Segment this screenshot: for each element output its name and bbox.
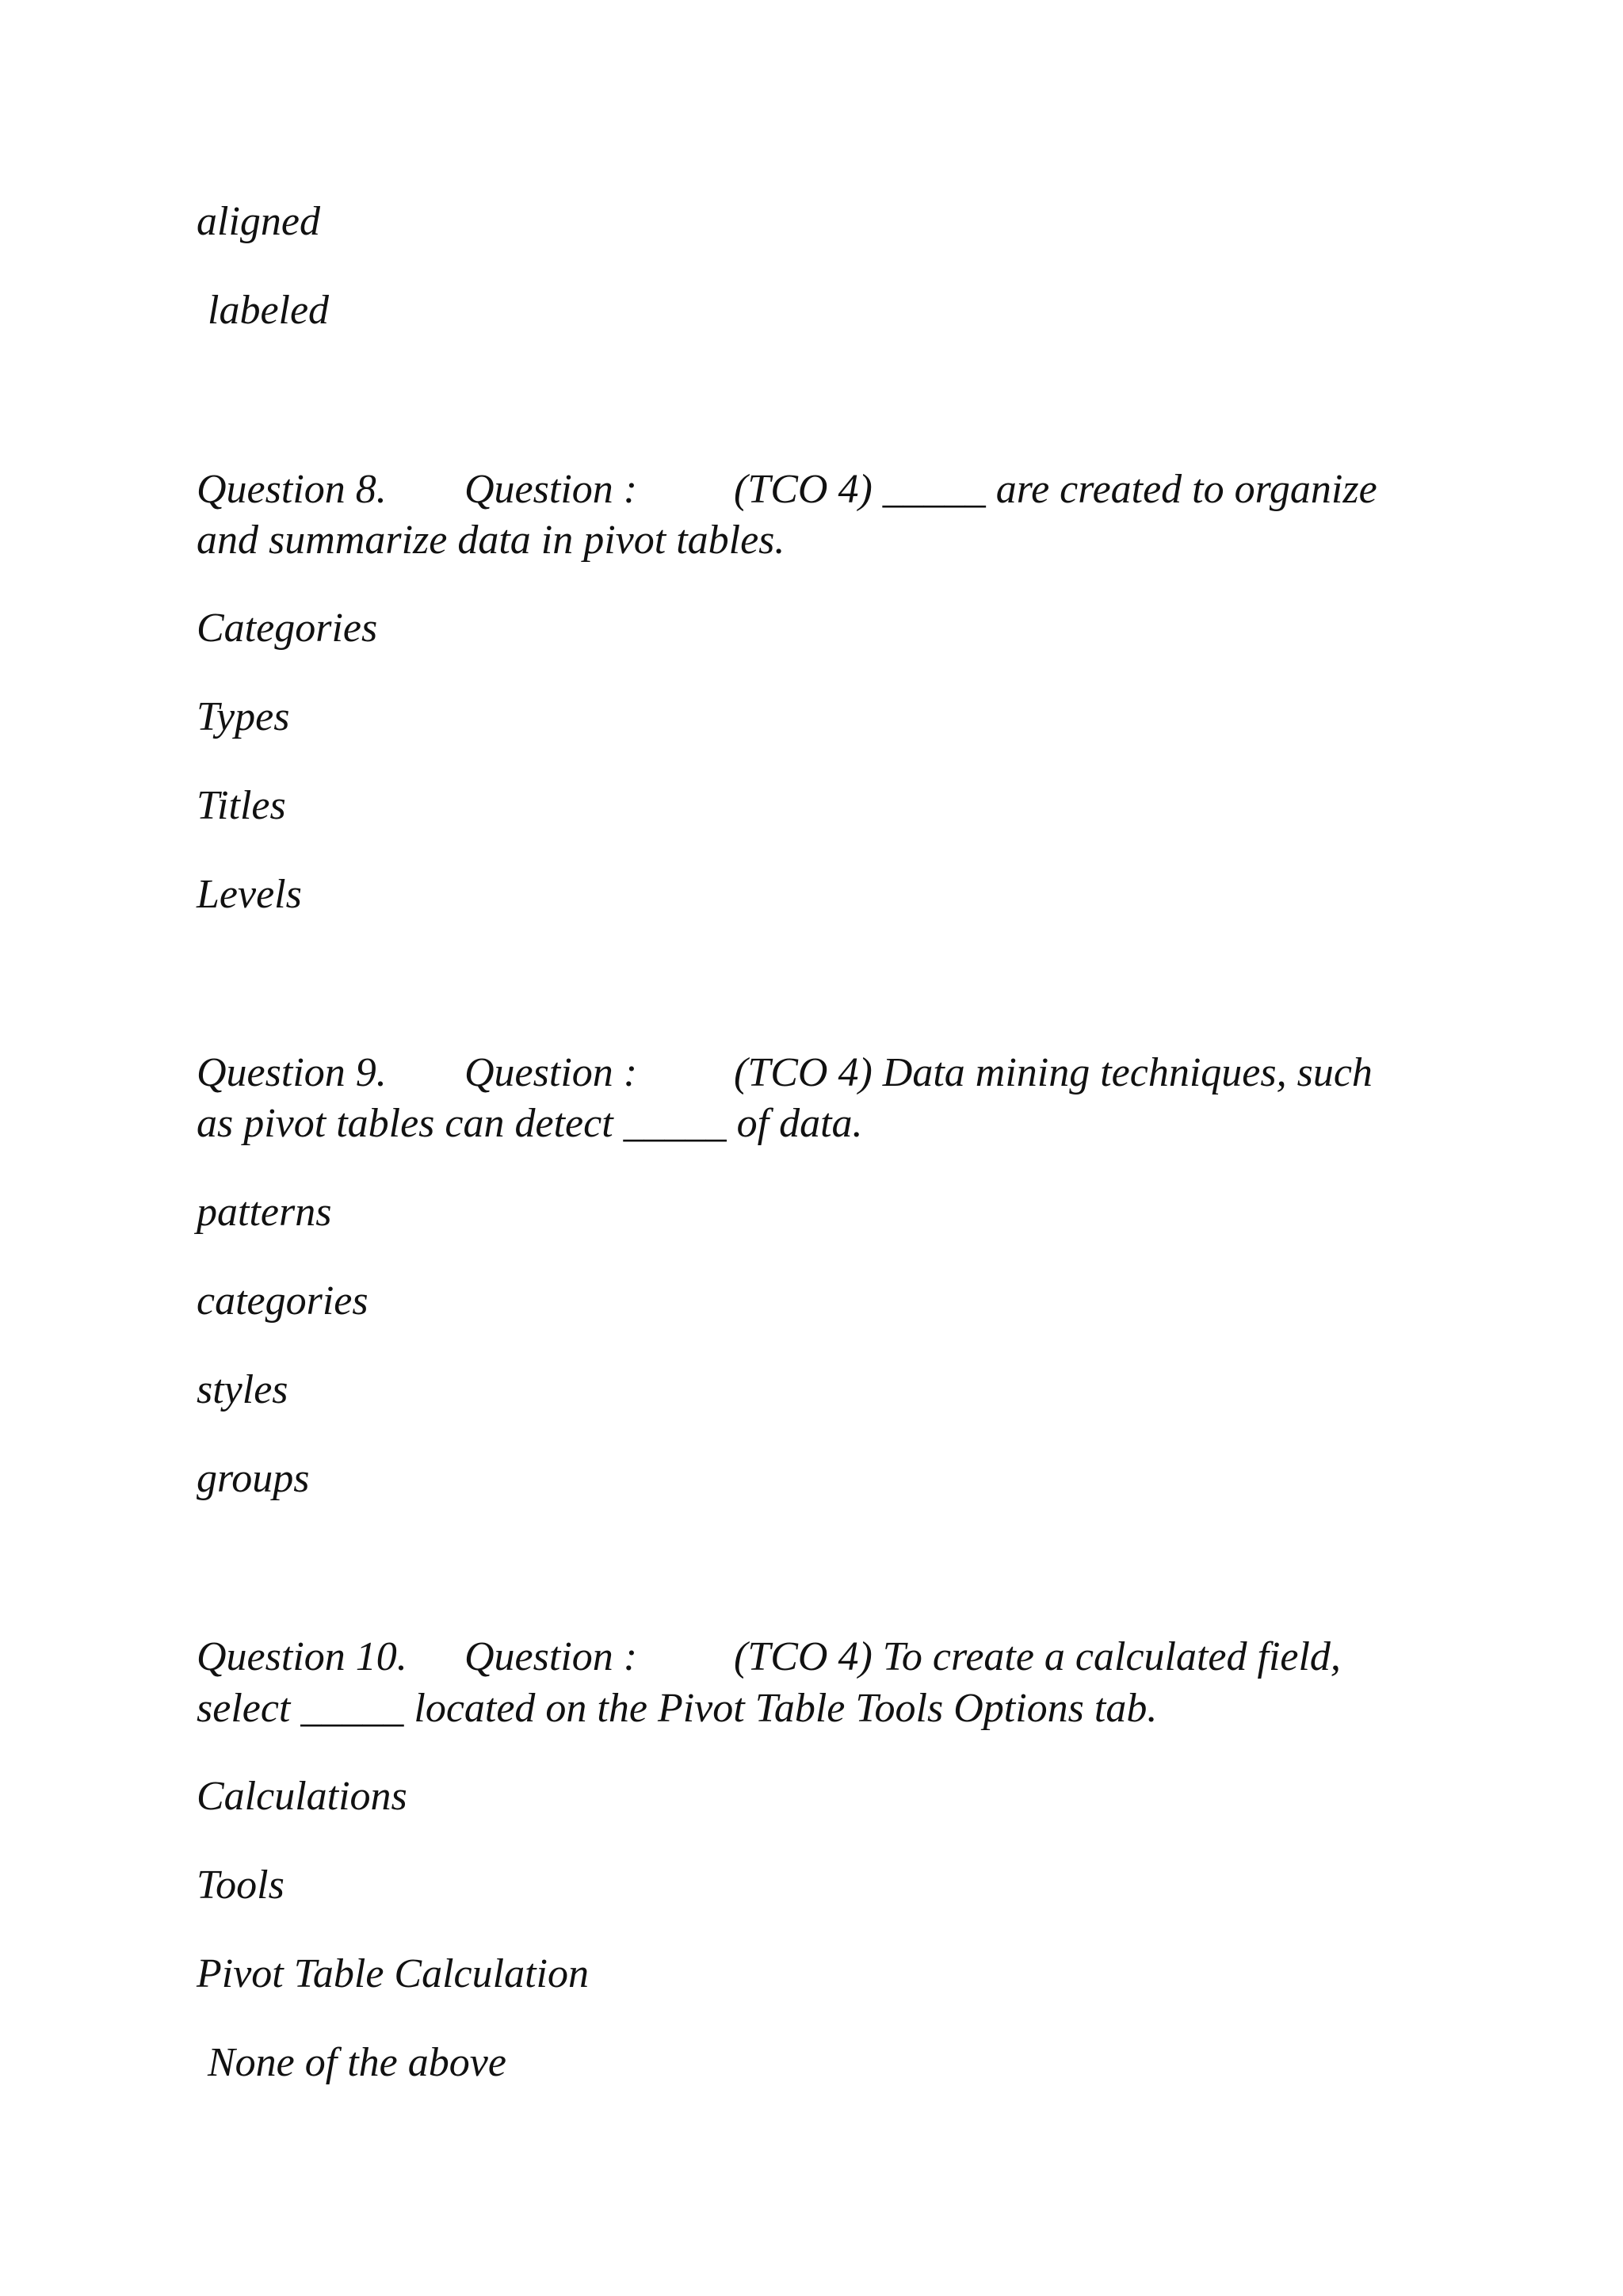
question-9-option-1: patterns [197,1190,332,1235]
question-10-option-3: Pivot Table Calculation [197,1951,589,1996]
option-aligned: aligned [197,199,320,244]
question-number: Question 9. [197,1050,387,1095]
question-number: Question 10. [197,1634,407,1679]
question-number: Question 8. [197,467,387,512]
question-label: Question : [464,467,638,512]
question-text-line1: (TCO 4) Data mining techniques, such [734,1050,1373,1095]
question-8-option-4: Levels [197,872,302,917]
question-8-option-2: Types [197,694,290,739]
question-9-text-line2: as pivot tables can detect _____ of data. [197,1101,863,1146]
question-8-option-3: Titles [197,783,286,828]
question-8-text-line2: and summarize data in pivot tables. [197,518,785,563]
question-8-option-1: Categories [197,606,378,651]
question-10-option-1: Calculations [197,1774,407,1819]
question-9-option-2: categories [197,1278,369,1324]
question-label: Question : [464,1050,638,1095]
question-text-line1: (TCO 4) _____ are created to organize [734,467,1377,512]
question-10-option-4: None of the above [208,2040,506,2085]
question-10-text-line2: select _____ located on the Pivot Table Tools Options tab. [197,1686,1158,1731]
question-9-option-3: styles [197,1367,288,1412]
question-text-line1: (TCO 4) To create a calculated field, [734,1634,1341,1679]
question-9-option-4: groups [197,1456,310,1501]
question-label: Question : [464,1634,638,1679]
option-labeled: labeled [208,288,330,333]
question-10-option-2: Tools [197,1862,285,1908]
